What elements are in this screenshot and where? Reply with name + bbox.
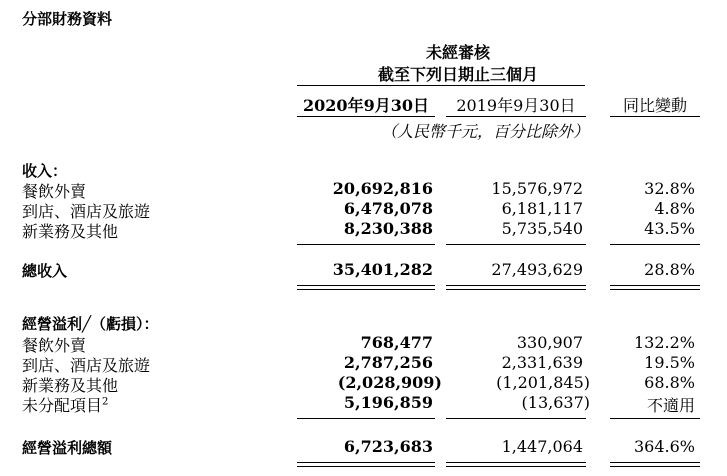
total-double-rule [446, 285, 586, 286]
revenue-heading: 收入： [22, 162, 68, 180]
row-label: 新業務及其他 [22, 376, 119, 395]
col-header-2020: 2020年9月30日 [303, 96, 429, 115]
value-2019: (13,637) [521, 393, 590, 412]
row-label: 餐飲外賣 [22, 336, 87, 355]
total-double-rule [297, 466, 435, 467]
row-label-text: 未分配項目 [22, 396, 103, 415]
period-underline [297, 85, 585, 86]
value-change: 19.5% [644, 353, 695, 372]
row-label: 餐飲外賣 [22, 182, 87, 201]
total-double-rule [446, 289, 586, 290]
row-label: 新業務及其他 [22, 222, 119, 241]
subtotal-rule [610, 244, 700, 245]
total-double-rule [297, 289, 435, 290]
total-operating-change: 364.6% [633, 437, 695, 456]
total-double-rule [610, 289, 700, 290]
value-2019: 5,735,540 [501, 219, 583, 238]
col1-underline [297, 116, 435, 117]
total-double-rule [297, 285, 435, 286]
col-header-change: 同比變動 [622, 96, 687, 115]
section-title: 分部財務資料 [22, 10, 113, 28]
value-change: 43.5% [644, 219, 695, 238]
col2-underline [446, 116, 586, 117]
footnote-marker: 2 [102, 396, 109, 408]
total-operating-label: 經營溢利總額 [22, 439, 113, 457]
unit-note: （人民幣千元，百分比除外） [380, 122, 589, 141]
value-2020: 6,478,078 [343, 199, 433, 218]
subtotal-rule [446, 244, 586, 245]
operating-heading: 經營溢利╱（虧損）： [22, 315, 159, 333]
value-2020: 768,477 [360, 333, 433, 352]
total-revenue-label: 總收入 [22, 262, 68, 280]
value-change: 不適用 [646, 396, 695, 415]
unaudited-heading: 未經審核 [425, 43, 490, 62]
total-revenue-change: 28.8% [644, 260, 695, 279]
total-double-rule [297, 462, 435, 463]
total-double-rule [446, 462, 586, 463]
row-label: 到店、酒店及旅遊 [22, 356, 151, 375]
col3-underline [610, 116, 700, 117]
row-label: 到店、酒店及旅遊 [22, 202, 151, 221]
value-2019: 2,331,639 [501, 353, 583, 372]
col-header-2019: 2019年9月30日 [456, 96, 576, 115]
value-change: 4.8% [654, 199, 695, 218]
subtotal-rule [610, 418, 700, 419]
value-2020: 5,196,859 [343, 393, 433, 412]
total-operating-2019: 1,447,064 [501, 437, 583, 456]
total-double-rule [610, 466, 700, 467]
subtotal-rule [297, 418, 435, 419]
value-2020: 8,230,388 [343, 219, 433, 238]
value-2019: 15,576,972 [491, 179, 583, 198]
value-2019: 6,181,117 [501, 199, 583, 218]
value-2020: (2,028,909) [337, 373, 442, 392]
total-double-rule [610, 462, 700, 463]
subtotal-rule [297, 244, 435, 245]
value-2019: 330,907 [516, 333, 583, 352]
total-operating-2020: 6,723,683 [343, 437, 433, 456]
total-double-rule [446, 466, 586, 467]
total-revenue-2020: 35,401,282 [332, 260, 433, 279]
value-change: 32.8% [644, 179, 695, 198]
row-label [22, 393, 108, 416]
total-revenue-2019: 27,493,629 [491, 260, 583, 279]
total-double-rule [610, 285, 700, 286]
value-2020: 2,787,256 [343, 353, 433, 372]
subtotal-rule [446, 418, 586, 419]
value-2020: 20,692,816 [332, 179, 433, 198]
value-change: 132.2% [633, 333, 695, 352]
period-heading: 截至下列日期止三個月 [377, 65, 538, 84]
value-2019: (1,201,845) [496, 373, 590, 392]
value-change: 68.8% [644, 373, 695, 392]
